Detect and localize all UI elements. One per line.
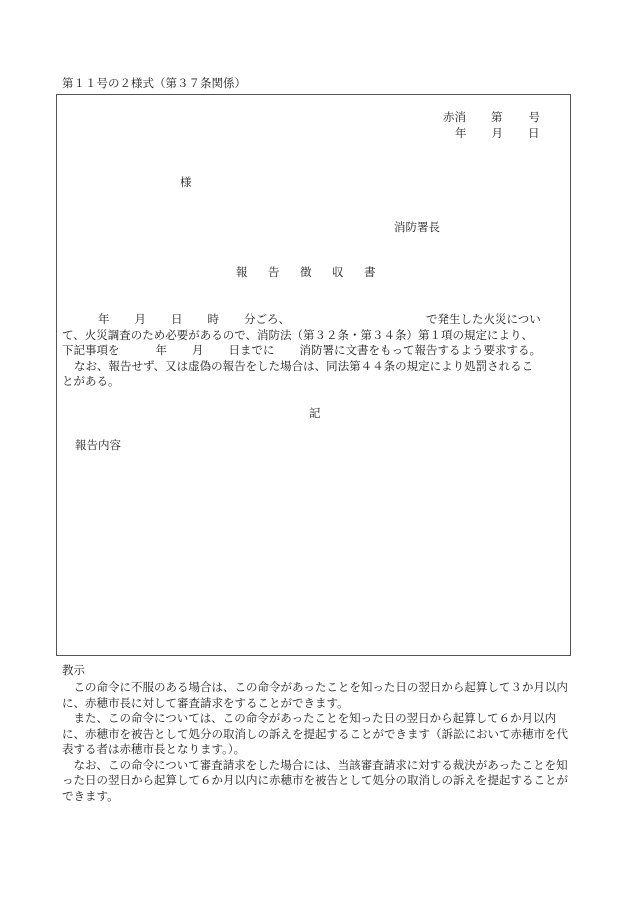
doc-go: 号 <box>528 110 540 124</box>
body-line-4: なお、報告せず、又は虚偽の報告をした場合は、同法第４４条の規定により処罰されるこ <box>74 358 534 373</box>
body-line-5: とがある。 <box>62 374 120 388</box>
body-line-1: 年 月 日 時 分ごろ、 で発生した火災につい <box>98 312 541 326</box>
doc-dai: 第 <box>491 110 503 124</box>
date-month: 月 <box>491 126 503 140</box>
heading-char: 告 <box>268 265 280 279</box>
notice-paragraph: なお、この命令について審査請求をした場合には、当該審査請求に対する裁決があったことを知った日の翌日から起算して６か月以内に赤穂市を被告として処分の取消しの訴えを提起することができます。 <box>62 757 568 803</box>
date-year: 年 <box>455 126 467 140</box>
body-line-3: 下記事項を 年 月 日までに 消防署に文書をもって報告するよう要求する。 <box>62 343 541 357</box>
report-content-label: 報告内容 <box>75 438 121 452</box>
doc-prefix: 赤消 <box>443 110 466 124</box>
notice-title: 教示 <box>62 663 85 677</box>
document-heading <box>236 267 396 279</box>
addressee-suffix: 様 <box>180 175 192 189</box>
heading-char: 徴 <box>300 265 312 279</box>
notice-body <box>62 680 572 804</box>
body-line-2: て、火災調査のため必要があるので、消防法（第３２条・第３４条）第１項の規定により、 <box>62 327 534 342</box>
heading-char: 報 <box>236 265 248 279</box>
document-number <box>443 112 540 124</box>
issuer-title: 消防署長 <box>394 220 440 234</box>
ki-marker: 記 <box>309 406 321 420</box>
date-day: 日 <box>528 126 540 140</box>
notice-paragraph: この命令に不服のある場合は、この命令があったことを知った日の翌日から起算して３か月以内に、赤穂市長に対して審査請求をすることができます。 <box>62 680 568 710</box>
form-number: 第１１号の２様式（第３７条関係） <box>62 76 246 90</box>
notice-paragraph: また、この命令については、この命令があったことを知った日の翌日から起算して６か月以内に、赤穂市を被告として処分の取消しの訴えを提起することができます（訴訟において赤穂市を代表する者は赤穂市長となります。）。 <box>62 711 568 756</box>
heading-char: 収 <box>332 265 344 279</box>
issue-date <box>455 128 540 140</box>
heading-char: 書 <box>364 265 376 279</box>
body-paragraph <box>62 312 567 390</box>
